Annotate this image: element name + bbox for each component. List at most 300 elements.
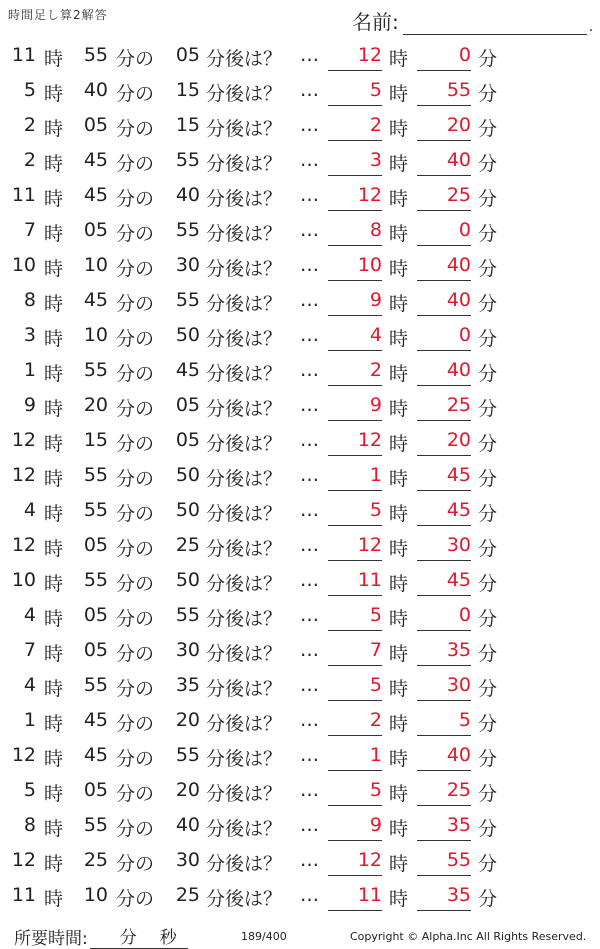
answer-minute-label: 分 — [478, 433, 498, 455]
problem-add-minutes: 55 — [175, 744, 200, 766]
question-text: 分後は？ — [206, 293, 283, 315]
question-text: 分後は？ — [206, 783, 283, 805]
answer-minute-label: 分 — [478, 363, 498, 385]
answer-minute[interactable]: 30 — [417, 534, 471, 561]
page-title: 時間足し算2解答 — [8, 8, 108, 22]
answer-hour[interactable]: 9 — [328, 394, 382, 421]
minute-label: 分の — [116, 398, 155, 420]
elapsed-time — [14, 924, 188, 949]
minute-label: 分の — [116, 573, 155, 595]
problem-start-minute: 10 — [83, 884, 108, 906]
minute-label: 分の — [116, 888, 155, 910]
answer-minute-label: 分 — [478, 293, 498, 315]
problem-start-minute: 45 — [83, 744, 108, 766]
question-text: 分後は？ — [206, 223, 283, 245]
ellipsis: … — [300, 289, 319, 311]
answer-minute-label: 分 — [478, 888, 498, 910]
answer-hour[interactable]: 12 — [328, 184, 382, 211]
problem-add-minutes: 20 — [175, 779, 200, 801]
problem-row — [0, 633, 600, 668]
problem-start-minute: 05 — [83, 534, 108, 556]
answer-minute[interactable]: 5 — [417, 709, 471, 736]
minute-label: 分の — [116, 293, 155, 315]
problem-start-minute: 05 — [83, 604, 108, 626]
ellipsis: … — [300, 324, 319, 346]
hour-label: 時 — [44, 223, 64, 245]
page-number: 189/400 — [241, 930, 287, 943]
problem-row — [0, 563, 600, 598]
ellipsis: … — [300, 359, 319, 381]
answer-minute-label: 分 — [478, 573, 498, 595]
minute-label: 分の — [116, 223, 155, 245]
answer-minute-label: 分 — [478, 328, 498, 350]
problem-row — [0, 353, 600, 388]
answer-hour-label: 時 — [389, 48, 409, 70]
answer-minute-label: 分 — [478, 118, 498, 140]
answer-minute[interactable]: 40 — [417, 254, 471, 281]
hour-label: 時 — [44, 468, 64, 490]
answer-minute[interactable]: 55 — [417, 849, 471, 876]
answer-minute[interactable]: 35 — [417, 884, 471, 911]
answer-hour[interactable]: 8 — [328, 219, 382, 246]
problem-start-minute: 40 — [83, 79, 108, 101]
problem-start-minute: 10 — [83, 254, 108, 276]
problem-add-minutes: 55 — [175, 219, 200, 241]
problem-add-minutes: 05 — [175, 44, 200, 66]
ellipsis: … — [300, 639, 319, 661]
answer-hour-label: 時 — [389, 713, 409, 735]
hour-label: 時 — [44, 818, 64, 840]
answer-hour-label: 時 — [389, 643, 409, 665]
question-text: 分後は？ — [206, 503, 283, 525]
answer-hour[interactable]: 12 — [328, 534, 382, 561]
answer-minute[interactable]: 55 — [417, 79, 471, 106]
answer-hour[interactable]: 3 — [328, 149, 382, 176]
hour-label: 時 — [44, 748, 64, 770]
minute-label: 分の — [116, 118, 155, 140]
problem-row — [0, 528, 600, 563]
problem-start-hour: 2 — [23, 114, 36, 136]
answer-minute[interactable]: 30 — [417, 674, 471, 701]
problem-add-minutes: 55 — [175, 289, 200, 311]
ellipsis: … — [300, 779, 319, 801]
answer-minute[interactable]: 40 — [417, 149, 471, 176]
answer-minute[interactable]: 0 — [417, 604, 471, 631]
question-text: 分後は？ — [206, 433, 283, 455]
answer-minute[interactable]: 0 — [417, 219, 471, 246]
minute-label: 分の — [116, 433, 155, 455]
answer-minute[interactable]: 25 — [417, 184, 471, 211]
problem-start-minute: 55 — [83, 499, 108, 521]
answer-minute-label: 分 — [478, 853, 498, 875]
answer-minute-label: 分 — [478, 818, 498, 840]
problem-row — [0, 493, 600, 528]
question-text: 分後は？ — [206, 713, 283, 735]
answer-minute[interactable]: 0 — [417, 44, 471, 71]
answer-hour[interactable]: 11 — [328, 884, 382, 911]
hour-label: 時 — [44, 153, 64, 175]
question-text: 分後は？ — [206, 188, 283, 210]
problem-add-minutes: 30 — [175, 254, 200, 276]
answer-minute-label: 分 — [478, 538, 498, 560]
minute-label: 分の — [116, 538, 155, 560]
hour-label: 時 — [44, 83, 64, 105]
answer-hour[interactable]: 12 — [328, 44, 382, 71]
minute-label: 分の — [116, 678, 155, 700]
minute-label: 分の — [116, 188, 155, 210]
question-text: 分後は？ — [206, 643, 283, 665]
problem-start-hour: 2 — [23, 149, 36, 171]
problem-start-minute: 55 — [83, 359, 108, 381]
problem-row — [0, 423, 600, 458]
minute-label: 分の — [116, 48, 155, 70]
problem-row — [0, 38, 600, 73]
answer-hour[interactable]: 9 — [328, 814, 382, 841]
ellipsis: … — [300, 499, 319, 521]
answer-hour-label: 時 — [389, 188, 409, 210]
answer-minute[interactable]: 45 — [417, 464, 471, 491]
question-text: 分後は？ — [206, 83, 283, 105]
problem-list — [0, 38, 600, 913]
question-text: 分後は？ — [206, 328, 283, 350]
answer-minute[interactable]: 45 — [417, 499, 471, 526]
question-text: 分後は？ — [206, 398, 283, 420]
question-text: 分後は？ — [206, 818, 283, 840]
answer-hour-label: 時 — [389, 398, 409, 420]
problem-add-minutes: 25 — [175, 534, 200, 556]
problem-add-minutes: 05 — [175, 429, 200, 451]
minute-label: 分の — [116, 153, 155, 175]
problem-row — [0, 178, 600, 213]
answer-minute-label: 分 — [478, 258, 498, 280]
problem-add-minutes: 45 — [175, 359, 200, 381]
ellipsis: … — [300, 849, 319, 871]
elapsed-time-label: 所要時間: — [14, 929, 88, 949]
problem-start-hour: 1 — [23, 359, 36, 381]
problem-start-minute: 05 — [83, 114, 108, 136]
answer-hour-label: 時 — [389, 468, 409, 490]
minute-label: 分の — [116, 713, 155, 735]
problem-start-hour: 8 — [23, 289, 36, 311]
problem-start-minute: 45 — [83, 289, 108, 311]
hour-label: 時 — [44, 713, 64, 735]
answer-hour-label: 時 — [389, 258, 409, 280]
minute-label: 分の — [116, 328, 155, 350]
answer-hour-label: 時 — [389, 538, 409, 560]
answer-hour[interactable]: 12 — [328, 849, 382, 876]
answer-minute[interactable]: 40 — [417, 289, 471, 316]
ellipsis: … — [300, 709, 319, 731]
problem-row — [0, 878, 600, 913]
problem-row — [0, 143, 600, 178]
ellipsis: … — [300, 604, 319, 626]
minute-label: 分の — [116, 853, 155, 875]
problem-row — [0, 248, 600, 283]
hour-label: 時 — [44, 643, 64, 665]
problem-add-minutes: 50 — [175, 499, 200, 521]
problem-start-hour: 4 — [23, 604, 36, 626]
hour-label: 時 — [44, 328, 64, 350]
answer-minute[interactable]: 25 — [417, 779, 471, 806]
answer-hour[interactable]: 9 — [328, 289, 382, 316]
problem-start-minute: 05 — [83, 219, 108, 241]
problem-row — [0, 388, 600, 423]
answer-hour-label: 時 — [389, 153, 409, 175]
problem-start-minute: 55 — [83, 44, 108, 66]
problem-add-minutes: 55 — [175, 604, 200, 626]
problem-add-minutes: 50 — [175, 464, 200, 486]
answer-hour[interactable]: 2 — [328, 709, 382, 736]
question-text: 分後は？ — [206, 363, 283, 385]
hour-label: 時 — [44, 888, 64, 910]
answer-minute[interactable]: 35 — [417, 639, 471, 666]
answer-hour[interactable]: 10 — [328, 254, 382, 281]
minute-label: 分の — [116, 503, 155, 525]
answer-hour[interactable]: 1 — [328, 744, 382, 771]
answer-minute-label: 分 — [478, 83, 498, 105]
problem-start-minute: 55 — [83, 569, 108, 591]
answer-minute-label: 分 — [478, 783, 498, 805]
elapsed-time-field[interactable] — [90, 928, 188, 949]
hour-label: 時 — [44, 783, 64, 805]
problem-row — [0, 668, 600, 703]
problem-start-minute: 55 — [83, 814, 108, 836]
hour-label: 時 — [44, 118, 64, 140]
answer-hour[interactable]: 5 — [328, 674, 382, 701]
answer-hour-label: 時 — [389, 223, 409, 245]
answer-hour[interactable]: 12 — [328, 429, 382, 456]
answer-minute[interactable]: 20 — [417, 114, 471, 141]
problem-row — [0, 703, 600, 738]
answer-minute[interactable]: 35 — [417, 814, 471, 841]
problem-start-hour: 4 — [23, 499, 36, 521]
minute-label: 分の — [116, 608, 155, 630]
ellipsis: … — [300, 219, 319, 241]
minute-label: 分の — [116, 363, 155, 385]
problem-row — [0, 773, 600, 808]
problem-start-hour: 1 — [23, 709, 36, 731]
problem-row — [0, 843, 600, 878]
problem-start-minute: 25 — [83, 849, 108, 871]
ellipsis: … — [300, 534, 319, 556]
problem-start-hour: 3 — [23, 324, 36, 346]
answer-hour[interactable]: 5 — [328, 499, 382, 526]
problem-start-minute: 10 — [83, 324, 108, 346]
problem-row — [0, 458, 600, 493]
answer-hour[interactable]: 5 — [328, 779, 382, 806]
problem-add-minutes: 50 — [175, 324, 200, 346]
problem-start-minute: 05 — [83, 639, 108, 661]
problem-row — [0, 213, 600, 248]
problem-start-hour: 12 — [11, 464, 36, 486]
hour-label: 時 — [44, 188, 64, 210]
answer-minute-label: 分 — [478, 48, 498, 70]
ellipsis: … — [300, 394, 319, 416]
answer-minute-label: 分 — [478, 153, 498, 175]
problem-row — [0, 738, 600, 773]
answer-hour-label: 時 — [389, 293, 409, 315]
problem-start-hour: 5 — [23, 779, 36, 801]
answer-minute[interactable]: 25 — [417, 394, 471, 421]
hour-label: 時 — [44, 573, 64, 595]
problem-start-hour: 4 — [23, 674, 36, 696]
hour-label: 時 — [44, 398, 64, 420]
problem-start-minute: 05 — [83, 779, 108, 801]
question-text: 分後は？ — [206, 748, 283, 770]
answer-minute[interactable]: 45 — [417, 569, 471, 596]
question-text: 分後は？ — [206, 853, 283, 875]
problem-start-hour: 7 — [23, 219, 36, 241]
problem-start-minute: 15 — [83, 429, 108, 451]
hour-label: 時 — [44, 678, 64, 700]
problem-row — [0, 108, 600, 143]
answer-hour[interactable]: 1 — [328, 464, 382, 491]
answer-hour[interactable]: 5 — [328, 604, 382, 631]
answer-hour-label: 時 — [389, 783, 409, 805]
problem-start-hour: 11 — [11, 44, 36, 66]
answer-hour-label: 時 — [389, 853, 409, 875]
problem-add-minutes: 20 — [175, 709, 200, 731]
problem-start-hour: 12 — [11, 534, 36, 556]
problem-start-minute: 55 — [83, 464, 108, 486]
answer-minute-label: 分 — [478, 608, 498, 630]
problem-row — [0, 808, 600, 843]
answer-hour[interactable]: 11 — [328, 569, 382, 596]
answer-hour[interactable]: 4 — [328, 324, 382, 351]
answer-hour-label: 時 — [389, 363, 409, 385]
problem-start-hour: 12 — [11, 429, 36, 451]
hour-label: 時 — [44, 608, 64, 630]
ellipsis: … — [300, 184, 319, 206]
problem-add-minutes: 05 — [175, 394, 200, 416]
hour-label: 時 — [44, 258, 64, 280]
problem-start-hour: 10 — [11, 254, 36, 276]
problem-row — [0, 598, 600, 633]
answer-hour[interactable]: 2 — [328, 359, 382, 386]
elapsed-minutes-label: 分 — [119, 928, 137, 948]
answer-hour-label: 時 — [389, 328, 409, 350]
question-text: 分後は？ — [206, 678, 283, 700]
hour-label: 時 — [44, 503, 64, 525]
ellipsis: … — [300, 569, 319, 591]
answer-hour[interactable]: 5 — [328, 79, 382, 106]
problem-start-minute: 55 — [83, 674, 108, 696]
problem-start-hour: 11 — [11, 184, 36, 206]
answer-minute[interactable]: 0 — [417, 324, 471, 351]
problem-start-hour: 7 — [23, 639, 36, 661]
problem-start-hour: 10 — [11, 569, 36, 591]
problem-add-minutes: 25 — [175, 884, 200, 906]
question-text: 分後は？ — [206, 573, 283, 595]
copyright: Copyright © Alpha.Inc All Rights Reserved. — [350, 930, 587, 943]
ellipsis: … — [300, 149, 319, 171]
ellipsis: … — [300, 814, 319, 836]
elapsed-seconds-label: 秒 — [159, 928, 177, 948]
problem-add-minutes: 55 — [175, 149, 200, 171]
question-text: 分後は？ — [206, 538, 283, 560]
answer-hour-label: 時 — [389, 748, 409, 770]
answer-hour-label: 時 — [389, 818, 409, 840]
question-text: 分後は？ — [206, 118, 283, 140]
problem-add-minutes: 15 — [175, 79, 200, 101]
question-text: 分後は？ — [206, 153, 283, 175]
problem-start-hour: 12 — [11, 849, 36, 871]
answer-minute-label: 分 — [478, 398, 498, 420]
answer-minute-label: 分 — [478, 643, 498, 665]
answer-minute[interactable]: 40 — [417, 744, 471, 771]
answer-minute-label: 分 — [478, 188, 498, 210]
answer-minute-label: 分 — [478, 678, 498, 700]
minute-label: 分の — [116, 643, 155, 665]
minute-label: 分の — [116, 468, 155, 490]
ellipsis: … — [300, 674, 319, 696]
answer-hour-label: 時 — [389, 83, 409, 105]
problem-row — [0, 283, 600, 318]
answer-hour[interactable]: 7 — [328, 639, 382, 666]
answer-minute-label: 分 — [478, 223, 498, 245]
answer-hour-label: 時 — [389, 433, 409, 455]
problem-row — [0, 73, 600, 108]
answer-minute-label: 分 — [478, 503, 498, 525]
minute-label: 分の — [116, 258, 155, 280]
problem-add-minutes: 35 — [175, 674, 200, 696]
name-label: 名前: — [352, 10, 399, 34]
minute-label: 分の — [116, 818, 155, 840]
problem-start-hour: 8 — [23, 814, 36, 836]
hour-label: 時 — [44, 433, 64, 455]
problem-add-minutes: 40 — [175, 814, 200, 836]
problem-start-minute: 45 — [83, 184, 108, 206]
answer-minute-label: 分 — [478, 713, 498, 735]
question-text: 分後は？ — [206, 48, 283, 70]
question-text: 分後は？ — [206, 468, 283, 490]
minute-label: 分の — [116, 783, 155, 805]
ellipsis: … — [300, 44, 319, 66]
hour-label: 時 — [44, 48, 64, 70]
hour-label: 時 — [44, 853, 64, 875]
problem-add-minutes: 30 — [175, 849, 200, 871]
answer-hour[interactable]: 2 — [328, 114, 382, 141]
name-input-line[interactable] — [403, 12, 587, 35]
problem-start-hour: 12 — [11, 744, 36, 766]
problem-start-minute: 20 — [83, 394, 108, 416]
hour-label: 時 — [44, 363, 64, 385]
name-field-group — [352, 6, 593, 35]
answer-hour-label: 時 — [389, 503, 409, 525]
problem-add-minutes: 50 — [175, 569, 200, 591]
problem-start-minute: 45 — [83, 149, 108, 171]
answer-hour-label: 時 — [389, 888, 409, 910]
answer-minute-label: 分 — [478, 468, 498, 490]
answer-minute[interactable]: 40 — [417, 359, 471, 386]
hour-label: 時 — [44, 538, 64, 560]
minute-label: 分の — [116, 83, 155, 105]
answer-hour-label: 時 — [389, 608, 409, 630]
problem-start-hour: 9 — [23, 394, 36, 416]
ellipsis: … — [300, 464, 319, 486]
problem-start-minute: 45 — [83, 709, 108, 731]
ellipsis: … — [300, 744, 319, 766]
answer-hour-label: 時 — [389, 678, 409, 700]
problem-start-hour: 5 — [23, 79, 36, 101]
ellipsis: … — [300, 884, 319, 906]
answer-hour-label: 時 — [389, 118, 409, 140]
ellipsis: … — [300, 79, 319, 101]
question-text: 分後は？ — [206, 608, 283, 630]
answer-hour-label: 時 — [389, 573, 409, 595]
answer-minute[interactable]: 20 — [417, 429, 471, 456]
ellipsis: … — [300, 114, 319, 136]
